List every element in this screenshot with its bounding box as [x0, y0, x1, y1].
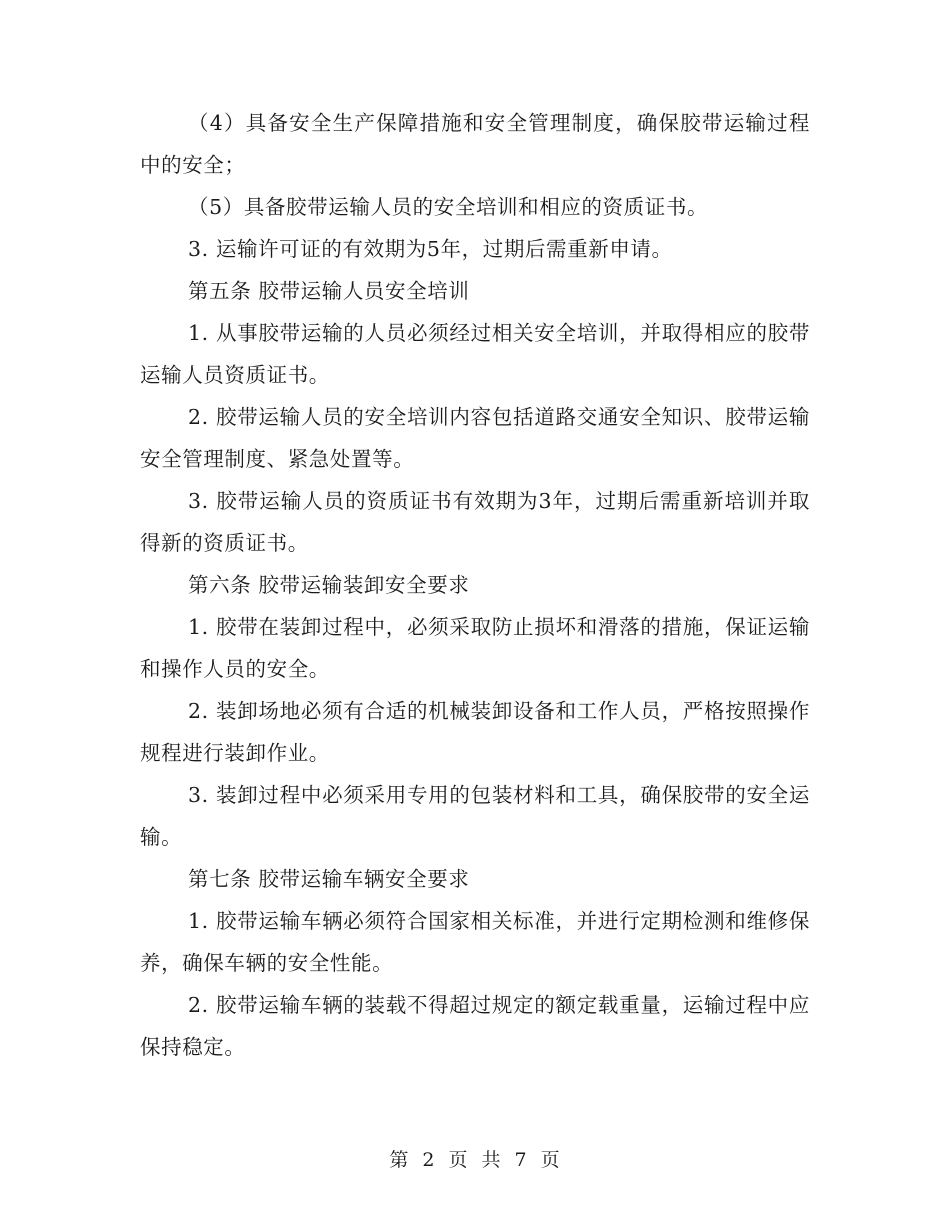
- paragraph-item-5-requirement: （5）具备胶带运输人员的安全培训和相应的资质证书。: [188, 195, 709, 219]
- paragraph-permit-validity: 3. 运输许可证的有效期为5年，过期后需重新申请。: [188, 237, 673, 261]
- paragraph-article-7-clause-1: 1. 胶带运输车辆必须符合国家相关标准，并进行定期检测和维修保养，确保车辆的安全性能。: [140, 909, 810, 975]
- paragraph-article-7-clause-2: 2. 胶带运输车辆的装载不得超过规定的额定载重量，运输过程中应保持稳定。: [140, 993, 810, 1059]
- paragraph-article-5-clause-3: 3. 胶带运输人员的资质证书有效期为3年，过期后需重新培训并取得新的资质证书。: [140, 489, 810, 555]
- article-7-heading: 第七条 胶带运输车辆安全要求: [188, 867, 470, 891]
- paragraph-article-6-clause-3: 3. 装卸过程中必须采用专用的包装材料和工具，确保胶带的安全运输。: [140, 783, 810, 849]
- article-5-heading: 第五条 胶带运输人员安全培训: [188, 279, 470, 303]
- paragraph-item-4-requirement: （4）具备安全生产保障措施和安全管理制度，确保胶带运输过程中的安全；: [140, 111, 810, 177]
- paragraph-article-6-clause-2: 2. 装卸场地必须有合适的机械装卸设备和工作人员，严格按照操作规程进行装卸作业。: [140, 699, 810, 765]
- paragraph-article-6-clause-1: 1. 胶带在装卸过程中，必须采取防止损坏和滑落的措施，保证运输和操作人员的安全。: [140, 615, 810, 681]
- paragraph-article-5-clause-2: 2. 胶带运输人员的安全培训内容包括道路交通安全知识、胶带运输安全管理制度、紧急处置等。: [140, 405, 810, 471]
- paragraph-article-5-clause-1: 1. 从事胶带运输的人员必须经过相关安全培训，并取得相应的胶带运输人员资质证书。: [140, 321, 810, 387]
- document-body: [140, 102, 810, 1068]
- page-number-footer: 第 2 页 共 7 页: [389, 1149, 561, 1171]
- article-6-heading: 第六条 胶带运输装卸安全要求: [188, 573, 470, 597]
